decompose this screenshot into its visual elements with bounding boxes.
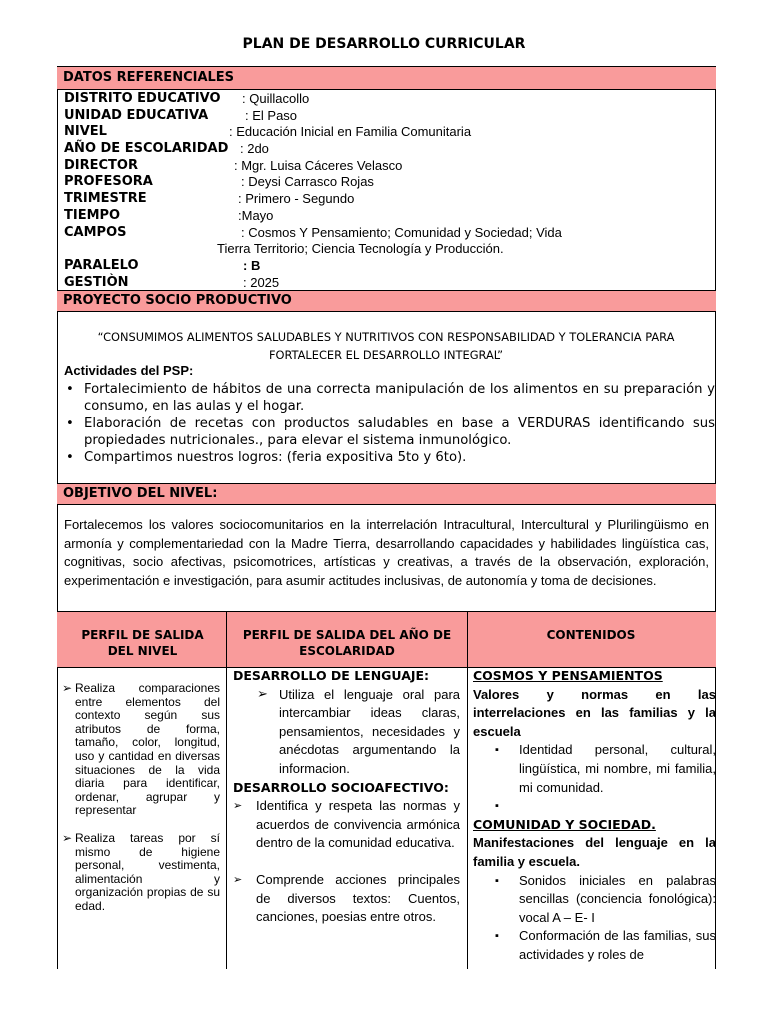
- list-item: [473, 797, 716, 816]
- list-item: ▪ Identidad personal, cultural, lingüística, mi nombre, mi familia, mi comunidad.: [473, 741, 716, 797]
- subheading: DESARROLLO SOCIOAFECTIVO:: [233, 779, 449, 795]
- list-item: • Fortalecimiento de hábitos de una correcta manipulación de los alimentos en su preparación y consumo, en las aulas y el hogar.: [64, 381, 715, 415]
- objetivo-text: Fortalecemos los valores sociocomunitarios en la interrelación Intracultural, Intercultural y Plurilingüismo en armonía y complementariedad con la Madre Tierra, desarrollando capacidades y habilidades lingüística cas, cognitivas, socio afectivas, psicomotrices, artísticas y creativas, a través de la observación, exploración, experimentación e investigación, para asumir actitudes inclusivas, de autonomía y toma de decisiones.: [64, 517, 709, 588]
- ref-key: PARALELO: [64, 257, 139, 273]
- ref-value: : Mgr. Luisa Cáceres Velasco: [234, 157, 403, 173]
- list-item: ➢ Identifica y respeta las normas y acuerdos de convivencia armónica dentro de la comunidad educativa.: [233, 797, 460, 853]
- ref-key: PROFESORA: [64, 174, 153, 190]
- list-item: • Compartimos nuestros logros: (feria expositiva 5to y 6to).: [64, 449, 715, 466]
- ref-key: DISTRITO EDUCATIVO: [64, 91, 221, 106]
- page-title: PLAN DE DESARROLLO CURRICULAR: [242, 36, 526, 52]
- list-item: ➢ Realiza comparaciones entre elementos del contexto según sus atributos de forma, tamaño, color, longitud, uso y cantidad en diversas situaciones de la vida diaria para identificar, ordenar, agrupar y representar: [62, 682, 220, 818]
- column-divider: [467, 611, 468, 969]
- ref-value: : El Paso: [245, 107, 298, 123]
- ref-key: TIEMPO: [64, 207, 121, 223]
- ref-key: CAMPOS: [64, 224, 127, 240]
- ref-value: : Deysi Carrasco Rojas: [241, 174, 374, 190]
- contenidos-column: [473, 667, 716, 969]
- list-item: ▪ Sonidos iniciales en palabras sencillas (conciencia fonológica): vocal A – E- I: [473, 872, 716, 928]
- header-contenidos: CONTENIDOS: [546, 628, 636, 642]
- ref-value: : 2025: [243, 274, 280, 290]
- header-perfil-salida-anio: PERFIL DE SALIDA DEL AÑO DE ESCOLARIDAD: [242, 628, 452, 658]
- ref-value: :Mayo: [238, 207, 274, 223]
- psp-title: “CONSUMIMOS ALIMENTOS SALUDABLES Y NUTRITIVOS CON RESPONSABILIDAD Y TOLERANCIA PARA FORTALECER EL DESARROLLO INTEGRAL”: [97, 330, 675, 362]
- ref-key: UNIDAD EDUCATIVA: [64, 107, 209, 123]
- psp-activities-label: Actividades del PSP:: [64, 363, 194, 378]
- perfil-nivel-column: [62, 682, 220, 914]
- ref-value: : Cosmos Y Pensamiento; Comunidad y Sociedad; Vida: [241, 224, 562, 240]
- header-perfil-salida-nivel: PERFIL DE SALIDA DEL NIVEL: [81, 628, 204, 658]
- subheading: COSMOS Y PENSAMIENTOS: [473, 668, 663, 683]
- column-divider: [226, 611, 227, 969]
- ref-value: : Quillacollo: [242, 91, 310, 106]
- list-item: ▪ Conformación de las familias, sus actividades y roles de: [473, 927, 716, 964]
- ref-key: AÑO DE ESCOLARIDAD: [64, 141, 229, 157]
- list-item: ➢ Utiliza el lenguaje oral para intercambiar ideas claras, pensamientos, necesidades y anécdotas argumentando la informacion.: [233, 686, 460, 779]
- list-item: • Elaboración de recetas con productos saludables en base a VERDURAS identificando sus propiedades nutricionales., para elevar el sistema inmunológico.: [64, 415, 715, 449]
- psp-activities-list: [64, 381, 715, 466]
- section-proyecto-socio-productivo: PROYECTO SOCIO PRODUCTIVO: [57, 290, 716, 312]
- ref-key: TRIMESTRE: [64, 191, 147, 207]
- ref-key: NIVEL: [64, 124, 107, 140]
- ref-value: : B: [243, 257, 261, 273]
- ref-value: : Educación Inicial en Familia Comunitaria: [229, 124, 472, 140]
- subheading: COMUNIDAD Y SOCIEDAD.: [473, 816, 656, 832]
- section-objetivo-del-nivel: OBJETIVO DEL NIVEL:: [57, 483, 716, 505]
- subheading: Valores y normas en las interrelaciones en las familias y la escuela: [473, 686, 716, 739]
- ref-value: Tierra Territorio; Ciencia Tecnología y Producción.: [217, 241, 504, 257]
- ref-value: : Primero - Segundo: [238, 191, 355, 207]
- list-item: ➢ Comprende acciones principales de diversos textos: Cuentos, canciones, poesias entre otros.: [233, 871, 460, 927]
- ref-value: : 2do: [240, 141, 269, 157]
- perfil-anio-column: [233, 667, 460, 927]
- ref-key: DIRECTOR: [64, 157, 138, 173]
- subheading: Manifestaciones del lenguaje en la familia y escuela.: [473, 835, 716, 869]
- list-item: ➢ Realiza tareas por sí mismo de higiene personal, vestimenta, alimentación y organización propias de su edad.: [62, 832, 220, 914]
- subheading: DESARROLLO DE LENGUAJE:: [233, 668, 430, 683]
- ref-key: GESTIÒN: [64, 274, 129, 290]
- section-datos-referenciales: DATOS REFERENCIALES: [57, 66, 716, 90]
